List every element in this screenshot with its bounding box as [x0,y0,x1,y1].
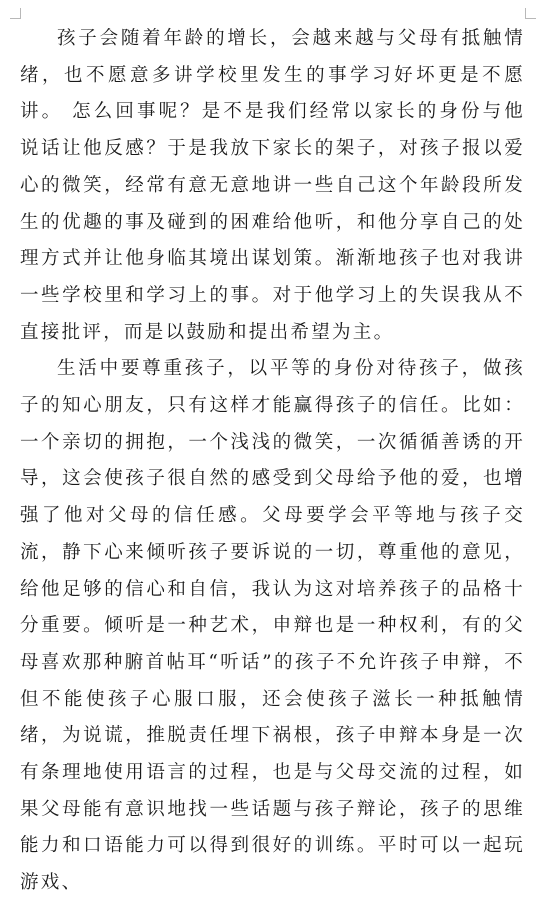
margin-corner-mark-top-right [525,8,536,19]
document-body [20,21,525,902]
paragraph-respect-children: 生活中要尊重孩子，以平等的身份对待孩子，做孩子的知心朋友，只有这样才能赢得孩子的信任。比如：一个亲切的拥抱，一个浅浅的微笑，一次循循善诱的开导，这会使孩子很自然的感受到父母给予他的爱，也增强了他对父母的信任感。父母要学会平等地与孩子交流，静下心来倾听孩子要诉说的一切，尊重他的意见，给他足够的信心和自信，我认为这对培养孩子的品格十分重要。倾听是一种艺术，申辩也是一种权利，有的父母喜欢那种腑首帖耳“听话”的孩子不允许孩子申辩，不但不能使孩子心服口服，还会使孩子滋长一种抵触情绪，为说谎，推脱责任埋下祸根，孩子申辩本身是一次有条理地使用语言的过程，也是与父母交流的过程，如果父母能有意识地找一些话题与孩子辩论，孩子的思维能力和口语能力可以得到很好的训练。平时可以一起玩游戏、 [20,358,525,894]
paragraph-parent-child-communication: 孩子会随着年龄的增长，会越来越与父母有抵触情绪，也不愿意多讲学校里发生的事学习好坏更是不愿讲。 怎么回事呢？是不是我们经常以家长的身份与他说话让他反感？于是我放下家长的架子，对孩子报以爱心的微笑，经常有意无意地讲一些自己这个年龄段所发生的优趣的事及碰到的困难给他听，和他分享自己的处理方式并让他身临其境出谋划策。渐渐地孩子也对我讲一些学校里和学习上的事。对于他学习上的失误我从不直接批评，而是以鼓励和提出希望为主。 [20,28,525,343]
margin-corner-mark-top-left [10,8,21,19]
